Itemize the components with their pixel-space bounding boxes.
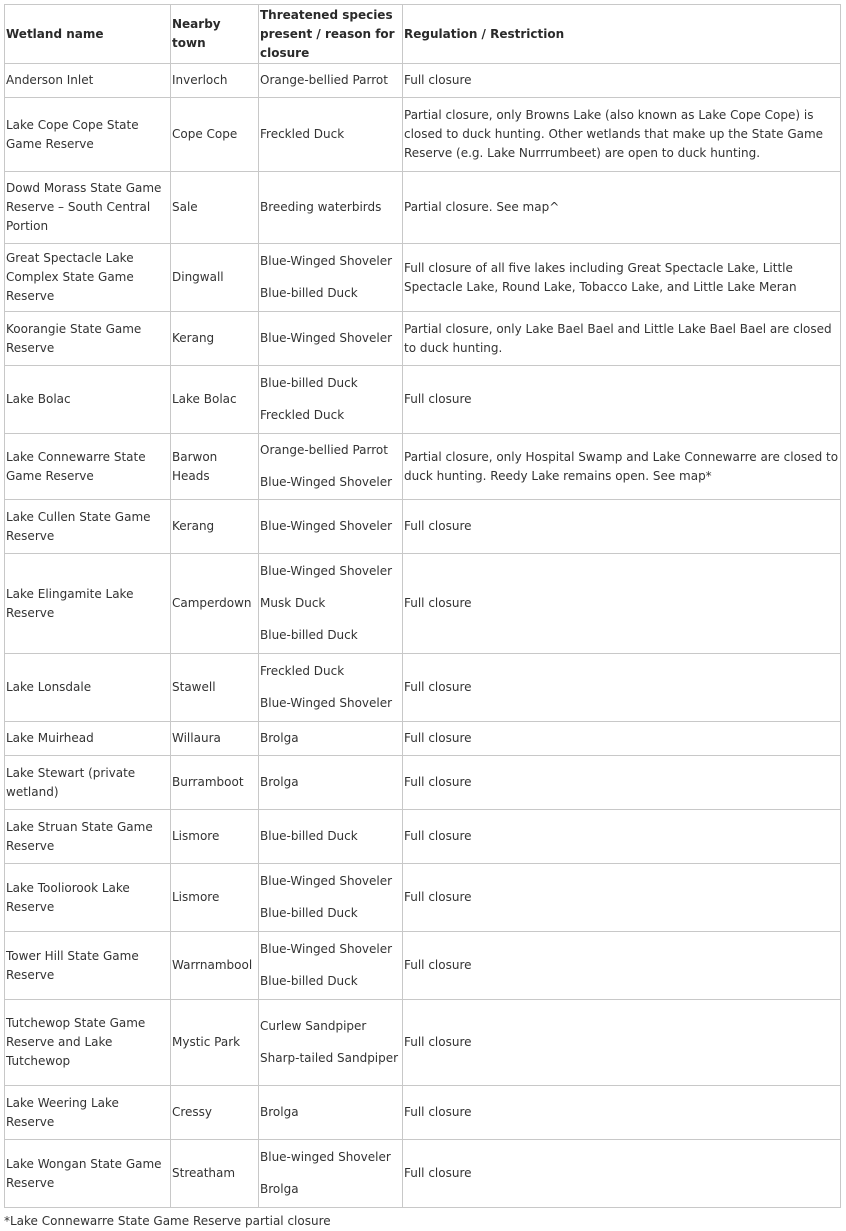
cell-regulation: Partial closure, only Hospital Swamp and Lake Connewarre are closed to duck hunting. Reedy Lake remains open. See map*: [403, 434, 841, 500]
cell-threatened-species: [259, 1000, 403, 1086]
cell-nearby-town: Barwon Heads: [171, 434, 259, 500]
table-row: [5, 722, 841, 756]
species-item: Blue-billed Duck: [260, 628, 358, 642]
cell-threatened-species: [259, 64, 403, 98]
species-item: Brolga: [260, 775, 299, 789]
cell-nearby-town: Dingwall: [171, 244, 259, 312]
species-item: Orange-bellied Parrot: [260, 73, 388, 87]
cell-threatened-species: [259, 1140, 403, 1208]
cell-wetland-name: Lake Weering Lake Reserve: [5, 1086, 171, 1140]
table-row: [5, 312, 841, 366]
cell-threatened-species: [259, 244, 403, 312]
table-header-row: [5, 5, 841, 64]
cell-nearby-town: Mystic Park: [171, 1000, 259, 1086]
species-item: Blue-Winged Shoveler: [260, 564, 393, 578]
species-item: Blue-Winged Shoveler: [260, 874, 393, 888]
species-item: Musk Duck: [260, 596, 326, 610]
header-nearby-town: Nearby town: [171, 5, 259, 64]
species-item: Breeding waterbirds: [260, 200, 382, 214]
table-row: [5, 810, 841, 864]
species-item: Blue-winged Shoveler: [260, 1150, 391, 1164]
species-item: Brolga: [260, 1105, 299, 1119]
species-item: Brolga: [260, 731, 299, 745]
footnote: *Lake Connewarre State Game Reserve partial closure: [4, 1214, 331, 1228]
cell-nearby-town: Lismore: [171, 864, 259, 932]
cell-regulation: Full closure: [403, 756, 841, 810]
table-row: [5, 1086, 841, 1140]
cell-wetland-name: Lake Connewarre State Game Reserve: [5, 434, 171, 500]
cell-nearby-town: Stawell: [171, 654, 259, 722]
cell-nearby-town: Camperdown: [171, 554, 259, 654]
species-item: Blue-billed Duck: [260, 286, 358, 300]
cell-wetland-name: Tutchewop State Game Reserve and Lake Tutchewop: [5, 1000, 171, 1086]
cell-threatened-species: [259, 932, 403, 1000]
species-item: Blue-billed Duck: [260, 829, 358, 843]
cell-regulation: Partial closure, only Browns Lake (also known as Lake Cope Cope) is closed to duck hunting. Other wetlands that make up the State Game Reserve (e.g. Lake Nurrrumbeet) are open to duck hunting.: [403, 98, 841, 172]
cell-wetland-name: Great Spectacle Lake Complex State Game Reserve: [5, 244, 171, 312]
cell-nearby-town: Warrnambool: [171, 932, 259, 1000]
cell-nearby-town: Sale: [171, 172, 259, 244]
cell-regulation: Full closure: [403, 722, 841, 756]
species-item: Blue-Winged Shoveler: [260, 331, 393, 345]
species-item: Blue-billed Duck: [260, 906, 358, 920]
cell-regulation: Full closure: [403, 932, 841, 1000]
header-threatened-species: Threatened species present / reason for closure: [259, 5, 403, 64]
cell-threatened-species: [259, 500, 403, 554]
cell-threatened-species: [259, 434, 403, 500]
table-row: [5, 64, 841, 98]
cell-nearby-town: Kerang: [171, 312, 259, 366]
cell-regulation: Full closure: [403, 864, 841, 932]
cell-nearby-town: Burramboot: [171, 756, 259, 810]
table-row: [5, 864, 841, 932]
cell-threatened-species: [259, 756, 403, 810]
cell-threatened-species: [259, 810, 403, 864]
cell-wetland-name: Lake Muirhead: [5, 722, 171, 756]
table-row: [5, 932, 841, 1000]
species-item: Sharp-tailed Sandpiper: [260, 1051, 399, 1065]
header-wetland-name: Wetland name: [5, 5, 171, 64]
species-item: Freckled Duck: [260, 664, 345, 678]
species-item: Blue-Winged Shoveler: [260, 696, 393, 710]
cell-threatened-species: [259, 1086, 403, 1140]
table-row: [5, 756, 841, 810]
header-regulation: Regulation / Restriction: [403, 5, 841, 64]
cell-regulation: Full closure: [403, 500, 841, 554]
cell-wetland-name: Koorangie State Game Reserve: [5, 312, 171, 366]
cell-wetland-name: Lake Struan State Game Reserve: [5, 810, 171, 864]
cell-regulation: Full closure: [403, 554, 841, 654]
cell-threatened-species: [259, 554, 403, 654]
table-row: [5, 500, 841, 554]
table-row: [5, 554, 841, 654]
table-row: [5, 244, 841, 312]
cell-nearby-town: Kerang: [171, 500, 259, 554]
cell-wetland-name: Lake Lonsdale: [5, 654, 171, 722]
cell-wetland-name: Dowd Morass State Game Reserve – South Central Portion: [5, 172, 171, 244]
cell-wetland-name: Lake Stewart (private wetland): [5, 756, 171, 810]
table-row: [5, 366, 841, 434]
cell-regulation: Full closure of all five lakes including Great Spectacle Lake, Little Spectacle Lake, Round Lake, Tobacco Lake, and Little Lake Meran: [403, 244, 841, 312]
species-item: Freckled Duck: [260, 408, 345, 422]
cell-wetland-name: Lake Wongan State Game Reserve: [5, 1140, 171, 1208]
table-row: [5, 1140, 841, 1208]
cell-threatened-species: [259, 654, 403, 722]
species-item: Blue-billed Duck: [260, 376, 358, 390]
cell-nearby-town: Inverloch: [171, 64, 259, 98]
cell-regulation: Full closure: [403, 654, 841, 722]
wetland-closures-table: [4, 4, 841, 1208]
cell-regulation: Full closure: [403, 366, 841, 434]
cell-regulation: Full closure: [403, 64, 841, 98]
cell-nearby-town: Lismore: [171, 810, 259, 864]
cell-nearby-town: Cressy: [171, 1086, 259, 1140]
cell-regulation: Full closure: [403, 1086, 841, 1140]
species-item: Blue-billed Duck: [260, 974, 358, 988]
cell-regulation: Full closure: [403, 810, 841, 864]
cell-threatened-species: [259, 312, 403, 366]
species-item: Orange-bellied Parrot: [260, 443, 388, 457]
cell-regulation: Full closure: [403, 1140, 841, 1208]
species-item: Blue-Winged Shoveler: [260, 475, 393, 489]
table-body: [5, 64, 841, 1208]
table-row: [5, 1000, 841, 1086]
cell-wetland-name: Lake Tooliorook Lake Reserve: [5, 864, 171, 932]
cell-wetland-name: Lake Cope Cope State Game Reserve: [5, 98, 171, 172]
cell-threatened-species: [259, 172, 403, 244]
table-row: [5, 434, 841, 500]
species-item: Curlew Sandpiper: [260, 1019, 367, 1033]
cell-regulation: Partial closure, only Lake Bael Bael and Little Lake Bael Bael are closed to duck hunting.: [403, 312, 841, 366]
species-item: Blue-Winged Shoveler: [260, 519, 393, 533]
species-item: Blue-Winged Shoveler: [260, 942, 393, 956]
cell-regulation: Partial closure. See map^: [403, 172, 841, 244]
cell-wetland-name: Tower Hill State Game Reserve: [5, 932, 171, 1000]
cell-wetland-name: Anderson Inlet: [5, 64, 171, 98]
table-row: [5, 172, 841, 244]
cell-nearby-town: Cope Cope: [171, 98, 259, 172]
cell-nearby-town: Willaura: [171, 722, 259, 756]
cell-wetland-name: Lake Cullen State Game Reserve: [5, 500, 171, 554]
cell-regulation: Full closure: [403, 1000, 841, 1086]
cell-wetland-name: Lake Bolac: [5, 366, 171, 434]
table-row: [5, 98, 841, 172]
species-item: Blue-Winged Shoveler: [260, 254, 393, 268]
cell-nearby-town: Streatham: [171, 1140, 259, 1208]
cell-threatened-species: [259, 864, 403, 932]
species-item: Brolga: [260, 1182, 299, 1196]
cell-threatened-species: [259, 98, 403, 172]
cell-threatened-species: [259, 366, 403, 434]
cell-wetland-name: Lake Elingamite Lake Reserve: [5, 554, 171, 654]
table-row: [5, 654, 841, 722]
cell-nearby-town: Lake Bolac: [171, 366, 259, 434]
cell-threatened-species: [259, 722, 403, 756]
species-item: Freckled Duck: [260, 127, 345, 141]
